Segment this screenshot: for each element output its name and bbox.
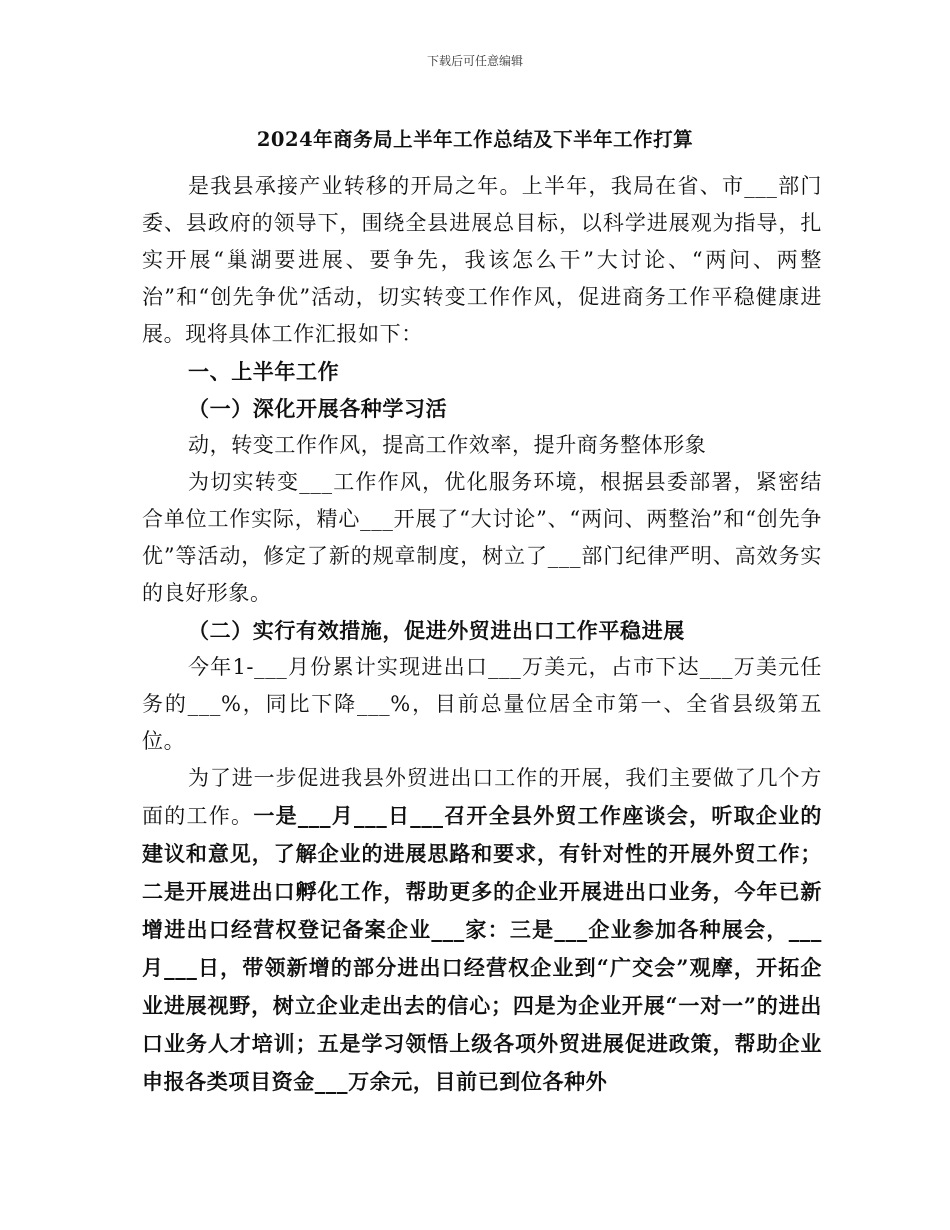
paragraph-trade-measures-list: 一是___月___日___召开全县外贸工作座谈会，听取企业的建议和意见，了解企业的进展思路和要求，有针对性的开展外贸工作；二是开展进出口孵化工作，帮助更多的企业开展进出口业务，今年已新增进出口经营权登记备案企业___家：三是___企业参加各种展会，___月___日，带领新增的部分进出口经营权企业到“广交会”观摩，开拓企业进展视野，树立企业走出去的信心；四是为企业开展“一对一”的进出口业务人才培训；五是学习领悟上级各项外贸进展促进政策，帮助企业申报各类项目资金___万余元，目前已到位各种外 bbox=[142, 803, 823, 1094]
paragraph-trade-measures-intro: 为了进一步促进我县外贸进出口工作的开展，我们主要做了几个方面的工作。 bbox=[142, 766, 822, 828]
paragraph-intro: 是我县承接产业转移的开局之年。上半年，我局在省、市___部门委、县政府的领导下，围绕全县进展总目标，以科学进展观为指导，扎实开展“巢湖要进展、要争先，我该怎么干”大讨论、“两问、两整治”和“创先争优”活动，切实转变工作作风，促进商务工作平稳健康进展。现将具体工作汇报如下： bbox=[142, 174, 822, 346]
paragraph-work-style: 为切实转变___工作作风，优化服务环境，根据县委部署，紧密结合单位工作实际，精心___开展了“大讨论”、“两问、两整治”和“创先争优”等活动，修定了新的规章制度，树立了___部门纪律严明、高效务实的良好形象。 bbox=[142, 470, 822, 605]
section-heading-first-half: 一、上半年工作 bbox=[188, 359, 340, 384]
document-body bbox=[142, 168, 822, 1101]
page-header-note: 下载后可任意编辑 bbox=[426, 54, 523, 68]
subsection-heading-2: （二）实行有效措施，促进外贸进出口工作平稳进展 bbox=[188, 618, 685, 643]
paragraph-trade-stats: 今年1-___月份累计实现进出口___万美元，占市下达___万美元任务的___%，同比下降___%，目前总量位居全市第一、全省县级第五位。 bbox=[142, 655, 822, 753]
paragraph-trade-measures bbox=[142, 760, 822, 1101]
subsection-heading-1-continuation: 动，转变工作作风，提高工作效率，提升商务整体形象 bbox=[188, 433, 707, 457]
document-title: 2024年商务局上半年工作总结及下半年工作打算 bbox=[256, 128, 694, 151]
subsection-heading-1: （一）深化开展各种学习活 bbox=[188, 396, 448, 421]
